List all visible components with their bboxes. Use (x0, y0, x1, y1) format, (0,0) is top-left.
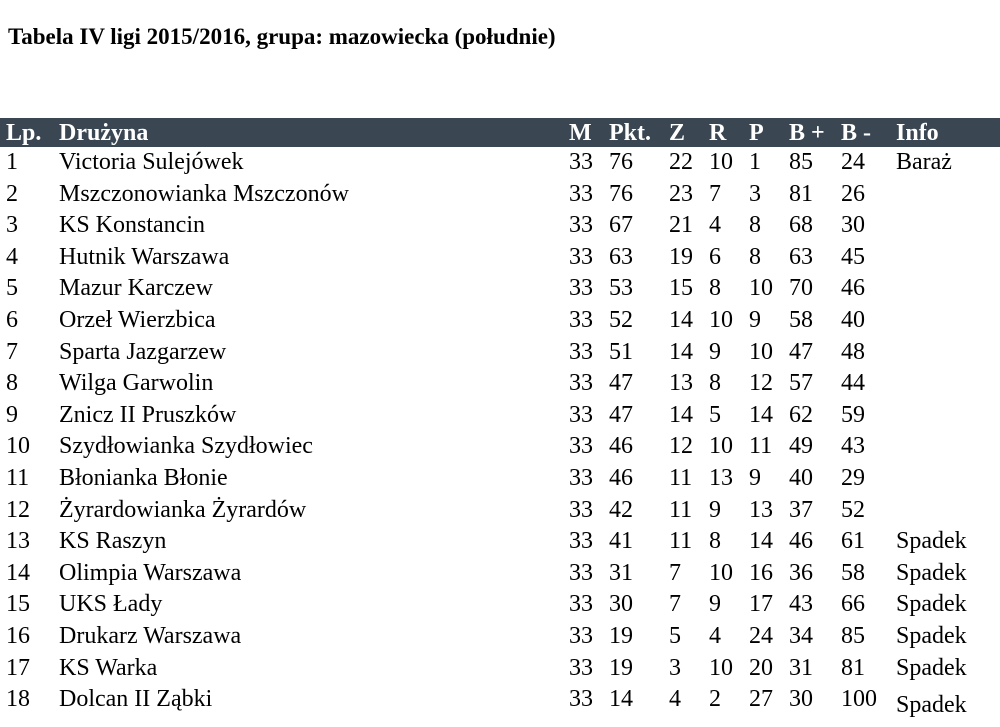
goals-for-cell: 37 (789, 496, 813, 523)
draws-cell: 6 (709, 243, 721, 270)
rank-cell: 11 (6, 464, 30, 491)
wins-cell: 22 (669, 149, 693, 175)
header-wins: Z (669, 120, 686, 146)
draws-cell: 13 (709, 464, 733, 491)
losses-cell: 9 (749, 306, 761, 333)
draws-cell: 9 (709, 591, 721, 618)
matches-cell: 33 (569, 370, 593, 397)
rank-cell: 8 (6, 370, 18, 397)
team-name-cell: Dolcan II Ząbki (59, 686, 213, 713)
table-row (0, 273, 1000, 305)
wins-cell: 4 (669, 686, 681, 713)
points-cell: 76 (609, 180, 633, 207)
table-row (0, 684, 1000, 719)
losses-cell: 3 (749, 180, 761, 207)
draws-cell: 8 (709, 275, 721, 302)
draws-cell: 2 (709, 686, 721, 713)
wins-cell: 21 (669, 212, 693, 239)
goals-against-cell: 45 (841, 243, 865, 270)
losses-cell: 27 (749, 686, 773, 713)
points-cell: 67 (609, 212, 633, 239)
losses-cell: 14 (749, 401, 773, 428)
losses-cell: 11 (749, 433, 773, 460)
draws-cell: 9 (709, 496, 721, 523)
goals-against-cell: 100 (841, 686, 877, 713)
table-body (0, 147, 1000, 719)
draws-cell: 5 (709, 401, 721, 428)
draws-cell: 10 (709, 149, 733, 175)
goals-against-cell: 24 (841, 149, 865, 175)
draws-cell: 4 (709, 622, 721, 649)
matches-cell: 33 (569, 306, 593, 333)
table-row (0, 305, 1000, 337)
goals-against-cell: 66 (841, 591, 865, 618)
points-cell: 47 (609, 370, 633, 397)
draws-cell: 10 (709, 654, 733, 681)
goals-for-cell: 70 (789, 275, 813, 302)
goals-against-cell: 59 (841, 401, 865, 428)
matches-cell: 33 (569, 528, 593, 555)
losses-cell: 8 (749, 212, 761, 239)
points-cell: 63 (609, 243, 633, 270)
rank-cell: 13 (6, 528, 30, 555)
rank-cell: 16 (6, 622, 30, 649)
losses-cell: 13 (749, 496, 773, 523)
matches-cell: 33 (569, 338, 593, 365)
wins-cell: 7 (669, 559, 681, 586)
rank-cell: 1 (6, 149, 18, 175)
points-cell: 76 (609, 149, 633, 175)
wins-cell: 14 (669, 306, 693, 333)
team-name-cell: Drukarz Warszawa (59, 622, 242, 649)
team-name-cell: Szydłowianka Szydłowiec (59, 433, 313, 460)
table-row (0, 589, 1000, 621)
matches-cell: 33 (569, 243, 593, 270)
matches-cell: 33 (569, 686, 593, 713)
team-name-cell: Olimpia Warszawa (59, 559, 242, 586)
losses-cell: 17 (749, 591, 773, 618)
goals-against-cell: 29 (841, 464, 865, 491)
draws-cell: 8 (709, 370, 721, 397)
standings-table (0, 118, 1000, 719)
team-name-cell: Sparta Jazgarzew (59, 338, 227, 365)
team-name-cell: UKS Łady (59, 591, 163, 618)
goals-for-cell: 43 (789, 591, 813, 618)
points-cell: 19 (609, 622, 633, 649)
table-row (0, 463, 1000, 495)
team-name-cell: Mszczonowianka Mszczonów (59, 180, 349, 207)
points-cell: 51 (609, 338, 633, 365)
header-info: Info (896, 120, 939, 146)
goals-against-cell: 58 (841, 559, 865, 586)
table-row (0, 558, 1000, 590)
wins-cell: 15 (669, 275, 693, 302)
matches-cell: 33 (569, 622, 593, 649)
draws-cell: 10 (709, 306, 733, 333)
goals-against-cell: 81 (841, 654, 865, 681)
goals-for-cell: 81 (789, 180, 813, 207)
info-cell: Baraż (896, 149, 952, 175)
points-cell: 47 (609, 401, 633, 428)
draws-cell: 10 (709, 559, 733, 586)
wins-cell: 23 (669, 180, 693, 207)
goals-for-cell: 34 (789, 622, 813, 649)
losses-cell: 14 (749, 528, 773, 555)
matches-cell: 33 (569, 591, 593, 618)
header-team: Drużyna (59, 120, 149, 146)
matches-cell: 33 (569, 212, 593, 239)
goals-for-cell: 68 (789, 212, 813, 239)
team-name-cell: Victoria Sulejówek (59, 149, 244, 175)
wins-cell: 14 (669, 401, 693, 428)
wins-cell: 14 (669, 338, 693, 365)
goals-for-cell: 40 (789, 464, 813, 491)
points-cell: 46 (609, 433, 633, 460)
wins-cell: 19 (669, 243, 693, 270)
points-cell: 31 (609, 559, 633, 586)
rank-cell: 9 (6, 401, 18, 428)
team-name-cell: KS Warka (59, 654, 158, 681)
header-draws: R (709, 120, 727, 146)
wins-cell: 13 (669, 370, 693, 397)
losses-cell: 8 (749, 243, 761, 270)
team-name-cell: Wilga Garwolin (59, 370, 214, 397)
goals-against-cell: 85 (841, 622, 865, 649)
goals-against-cell: 52 (841, 496, 865, 523)
header-matches: M (569, 120, 592, 146)
points-cell: 52 (609, 306, 633, 333)
team-name-cell: Hutnik Warszawa (59, 243, 230, 270)
losses-cell: 12 (749, 370, 773, 397)
table-row (0, 526, 1000, 558)
goals-for-cell: 30 (789, 686, 813, 713)
matches-cell: 33 (569, 180, 593, 207)
losses-cell: 16 (749, 559, 773, 586)
table-row (0, 337, 1000, 369)
page-title: Tabela IV ligi 2015/2016, grupa: mazowiecka (południe) (8, 24, 556, 49)
goals-against-cell: 46 (841, 275, 865, 302)
wins-cell: 5 (669, 622, 681, 649)
matches-cell: 33 (569, 275, 593, 302)
draws-cell: 10 (709, 433, 733, 460)
info-cell: Spadek (896, 622, 967, 649)
rank-cell: 4 (6, 243, 18, 270)
header-lp: Lp. (6, 120, 42, 146)
goals-for-cell: 46 (789, 528, 813, 555)
goals-against-cell: 61 (841, 528, 865, 555)
losses-cell: 1 (749, 149, 761, 175)
team-name-cell: Błonianka Błonie (59, 464, 228, 491)
wins-cell: 7 (669, 591, 681, 618)
matches-cell: 33 (569, 464, 593, 491)
rank-cell: 15 (6, 591, 30, 618)
rank-cell: 12 (6, 496, 30, 523)
matches-cell: 33 (569, 433, 593, 460)
goals-for-cell: 36 (789, 559, 813, 586)
table-header (0, 118, 1000, 147)
goals-against-cell: 40 (841, 306, 865, 333)
goals-for-cell: 49 (789, 433, 813, 460)
info-cell: Spadek (896, 591, 967, 618)
team-name-cell: Orzeł Wierzbica (59, 306, 216, 333)
table-row (0, 368, 1000, 400)
info-cell: Spadek (896, 528, 967, 555)
team-name-cell: Znicz II Pruszków (59, 401, 237, 428)
table-row (0, 179, 1000, 211)
team-name-cell: Mazur Karczew (59, 275, 213, 302)
wins-cell: 11 (669, 496, 693, 523)
table-row (0, 495, 1000, 527)
rank-cell: 18 (6, 686, 30, 713)
draws-cell: 7 (709, 180, 721, 207)
goals-against-cell: 44 (841, 370, 865, 397)
table-row (0, 400, 1000, 432)
header-points: Pkt. (609, 120, 651, 146)
header-losses: P (749, 120, 764, 146)
wins-cell: 11 (669, 464, 693, 491)
header-goals-for: B + (789, 120, 825, 146)
table-row (0, 147, 1000, 179)
table-row (0, 621, 1000, 653)
points-cell: 14 (609, 686, 633, 713)
draws-cell: 4 (709, 212, 721, 239)
losses-cell: 10 (749, 275, 773, 302)
matches-cell: 33 (569, 149, 593, 175)
rank-cell: 2 (6, 180, 18, 207)
losses-cell: 24 (749, 622, 773, 649)
points-cell: 19 (609, 654, 633, 681)
goals-for-cell: 58 (789, 306, 813, 333)
wins-cell: 12 (669, 433, 693, 460)
wins-cell: 11 (669, 528, 693, 555)
rank-cell: 17 (6, 654, 30, 681)
rank-cell: 3 (6, 212, 18, 239)
rank-cell: 6 (6, 306, 18, 333)
points-cell: 42 (609, 496, 633, 523)
team-name-cell: KS Raszyn (59, 528, 167, 555)
goals-against-cell: 26 (841, 180, 865, 207)
wins-cell: 3 (669, 654, 681, 681)
draws-cell: 9 (709, 338, 721, 365)
rank-cell: 14 (6, 559, 30, 586)
table-row (0, 242, 1000, 274)
info-cell: Spadek (896, 654, 967, 681)
rank-cell: 5 (6, 275, 18, 302)
goals-for-cell: 63 (789, 243, 813, 270)
points-cell: 53 (609, 275, 633, 302)
table-row (0, 210, 1000, 242)
matches-cell: 33 (569, 559, 593, 586)
losses-cell: 10 (749, 338, 773, 365)
matches-cell: 33 (569, 496, 593, 523)
matches-cell: 33 (569, 654, 593, 681)
goals-for-cell: 62 (789, 401, 813, 428)
draws-cell: 8 (709, 528, 721, 555)
points-cell: 30 (609, 591, 633, 618)
goals-against-cell: 43 (841, 433, 865, 460)
points-cell: 46 (609, 464, 633, 491)
team-name-cell: Żyrardowianka Żyrardów (59, 496, 307, 523)
rank-cell: 7 (6, 338, 18, 365)
goals-against-cell: 30 (841, 212, 865, 239)
header-goals-against: B - (841, 120, 871, 146)
goals-for-cell: 57 (789, 370, 813, 397)
info-cell: Spadek (896, 692, 967, 719)
goals-for-cell: 31 (789, 654, 813, 681)
info-cell: Spadek (896, 559, 967, 586)
rank-cell: 10 (6, 433, 30, 460)
goals-for-cell: 47 (789, 338, 813, 365)
table-row (0, 653, 1000, 685)
team-name-cell: KS Konstancin (59, 212, 205, 239)
goals-for-cell: 85 (789, 149, 813, 175)
matches-cell: 33 (569, 401, 593, 428)
losses-cell: 9 (749, 464, 761, 491)
losses-cell: 20 (749, 654, 773, 681)
goals-against-cell: 48 (841, 338, 865, 365)
table-row (0, 431, 1000, 463)
points-cell: 41 (609, 528, 633, 555)
